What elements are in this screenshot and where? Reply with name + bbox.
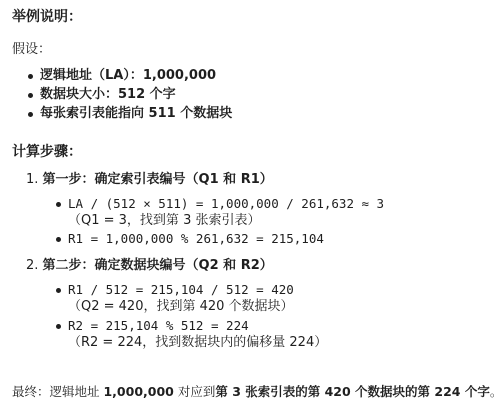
final-prefix: 最终：逻辑地址 <box>12 384 104 399</box>
assumption-label-text: 逻辑地址（LA）： <box>40 68 143 83</box>
final-conclusion <box>12 382 502 401</box>
final-middle: 对应到 <box>173 384 216 399</box>
assumption-value: 1,000,000 <box>142 68 217 83</box>
step2-note-q2: （Q2 = 420，找到第 420 个数据块） <box>68 299 294 314</box>
assumption-item-block-size <box>40 85 176 104</box>
assumption-label: 假设： <box>12 42 52 57</box>
step1-formula-q1: LA / (512 × 511) = 1,000,000 / 261,632 ≈ 3 <box>68 196 385 211</box>
step2-formula-q2: R1 / 512 = 215,104 / 512 = 420 <box>68 282 294 297</box>
assumption-unit: 个字 <box>145 87 176 102</box>
final-suffix: 。 <box>489 384 502 399</box>
step1-note-q1: （Q1 = 3，找到第 3 张索引表） <box>68 213 261 228</box>
step2-number: 2. <box>26 258 39 273</box>
assumption-label-text: 数据块大小： <box>40 87 119 102</box>
final-location: 第 3 张索引表的第 420 个数据块的第 224 个字 <box>215 384 490 399</box>
step2-title: 第二步：确定数据块编号（Q2 和 R2） <box>42 258 273 273</box>
assumption-item-la <box>40 66 216 85</box>
step1-heading <box>26 170 273 189</box>
step2-heading <box>26 256 273 275</box>
step1-number: 1. <box>26 172 39 187</box>
section-heading: 举例说明： <box>12 9 82 25</box>
assumption-value: 511 <box>148 106 176 121</box>
step1-formula-r1: R1 = 1,000,000 % 261,632 = 215,104 <box>68 231 324 246</box>
final-address: 1,000,000 <box>103 384 174 399</box>
step2-note-r2: （R2 = 224，找到数据块内的偏移量 224） <box>68 335 328 350</box>
assumption-value: 512 <box>118 87 146 102</box>
step2-formula-r2: R2 = 215,104 % 512 = 224 <box>68 318 249 333</box>
step1-title: 第一步：确定索引表编号（Q1 和 R1） <box>42 172 273 187</box>
assumption-unit: 个数据块 <box>175 106 233 121</box>
assumption-label-text: 每张索引表能指向 <box>40 106 149 121</box>
steps-heading: 计算步骤： <box>12 144 82 160</box>
assumption-item-index-capacity <box>40 104 232 123</box>
